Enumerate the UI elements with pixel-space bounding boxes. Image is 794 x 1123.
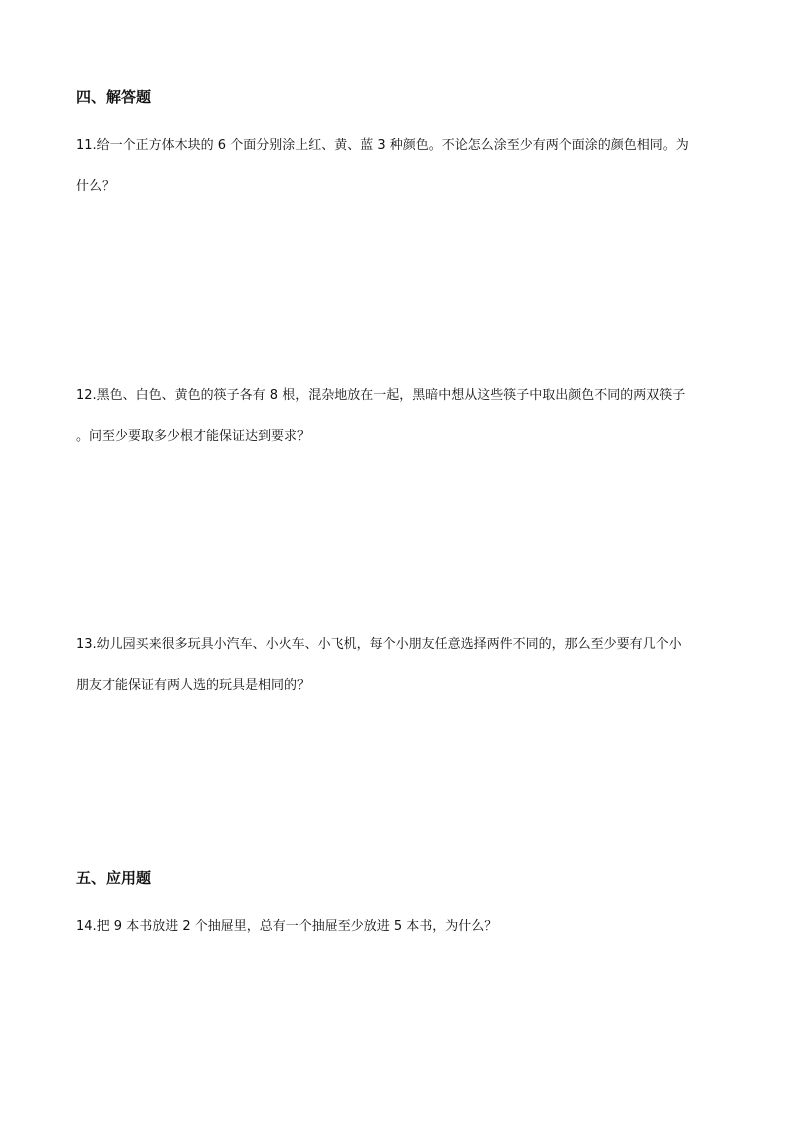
question-13-line-2: 朋友才能保证有两人选的玩具是相同的？ xyxy=(76,678,311,693)
question-11-line-2: 什么？ xyxy=(76,179,116,194)
question-11 xyxy=(76,136,726,208)
section-title-application-questions: 五、应用题 xyxy=(76,869,152,887)
question-12 xyxy=(76,386,726,458)
question-13 xyxy=(76,635,726,707)
question-14 xyxy=(76,917,726,947)
question-13-line-1: 13.幼儿园买来很多玩具小汽车、小火车、小飞机，每个小朋友任意选择两件不同的，那么至少要有几个小 xyxy=(76,637,682,652)
section-title-answer-questions: 四、解答题 xyxy=(76,88,152,106)
question-12-line-2: 。问至少要取多少根才能保证达到要求？ xyxy=(76,429,311,444)
question-11-line-1: 11.给一个正方体木块的 6 个面分别涂上红、黄、蓝 3 种颜色。不论怎么涂至少有两个面涂的颜色相同。为 xyxy=(76,138,689,153)
question-12-line-1: 12.黑色、白色、黄色的筷子各有 8 根，混杂地放在一起，黑暗中想从这些筷子中取出颜色不同的两双筷子 xyxy=(76,388,686,403)
question-14-line-1: 14.把 9 本书放进 2 个抽屉里，总有一个抽屉至少放进 5 本书，为什么？ xyxy=(76,919,498,934)
